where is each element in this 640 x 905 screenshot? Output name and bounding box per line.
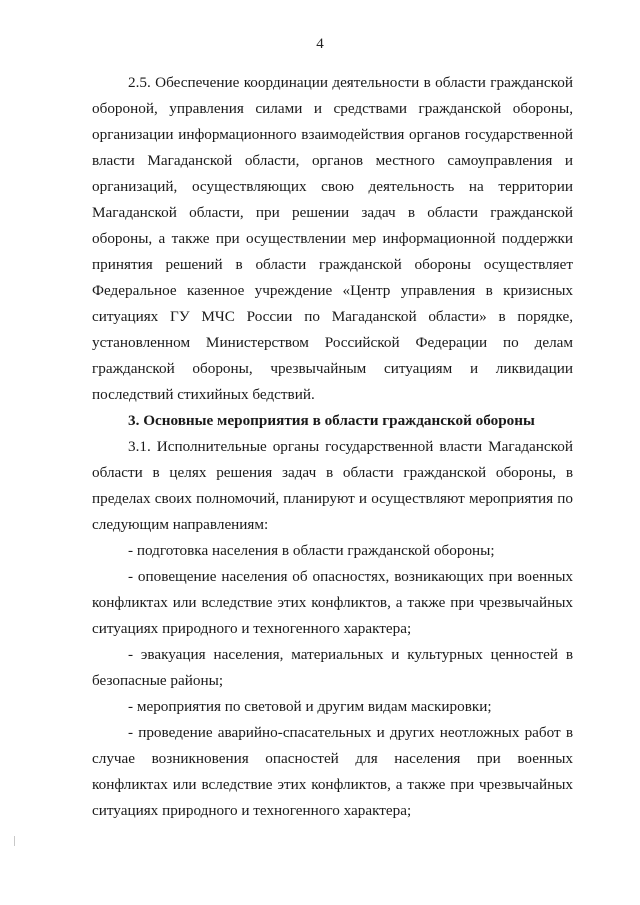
section-3-heading: 3. Основные мероприятия в области гражданской обороны: [128, 412, 535, 429]
document-body: [92, 70, 573, 824]
page-number: 4: [316, 36, 324, 52]
list-item-warning: - оповещение населения об опасностях, возникающих при военных конфликтах или вследствие этих конфликтов, а также при чрезвычайных ситуациях природного и техногенного характера;: [92, 568, 573, 637]
scan-margin-mark: [14, 836, 15, 846]
paragraph-2-5: 2.5. Обеспечение координации деятельности в области гражданской обороной, управления силами и средствами гражданской обороны, организации информационного взаимодействия органов государственной власти Магаданской области, органов местного самоуправления и организаций, осуществляющих свою деятельность на территории Магаданской области, при решении задач в области гражданской обороны, а также при осуществлении мер информационной поддержки принятия решений в области гражданской обороны осуществляет Федеральное казенное учреждение «Центр управления в кризисных ситуациях ГУ МЧС России по Магаданской области» в порядке, установленном Министерством Российской Федерации по делам гражданской обороны, чрезвычайным ситуациям и ликвидации последствий стихийных бедствий.: [92, 74, 573, 403]
list-item-masking: - мероприятия по световой и другим видам маскировки;: [128, 698, 492, 715]
list-item-evacuation: - эвакуация населения, материальных и культурных ценностей в безопасные районы;: [92, 646, 573, 689]
list-item-training: - подготовка населения в области гражданской обороны;: [128, 542, 495, 559]
list-item-rescue-works: - проведение аварийно-спасательных и других неотложных работ в случае возникновения опасностей для населения при военных конфликтах или вследствие этих конфликтов, а также при чрезвычайных ситуациях природного и техногенного характера;: [92, 724, 573, 819]
paragraph-3-1: 3.1. Исполнительные органы государственной власти Магаданской области в целях решения задач в области гражданской обороны, в пределах своих полномочий, планируют и осуществляют мероприятия по следующим направлениям:: [92, 438, 573, 533]
